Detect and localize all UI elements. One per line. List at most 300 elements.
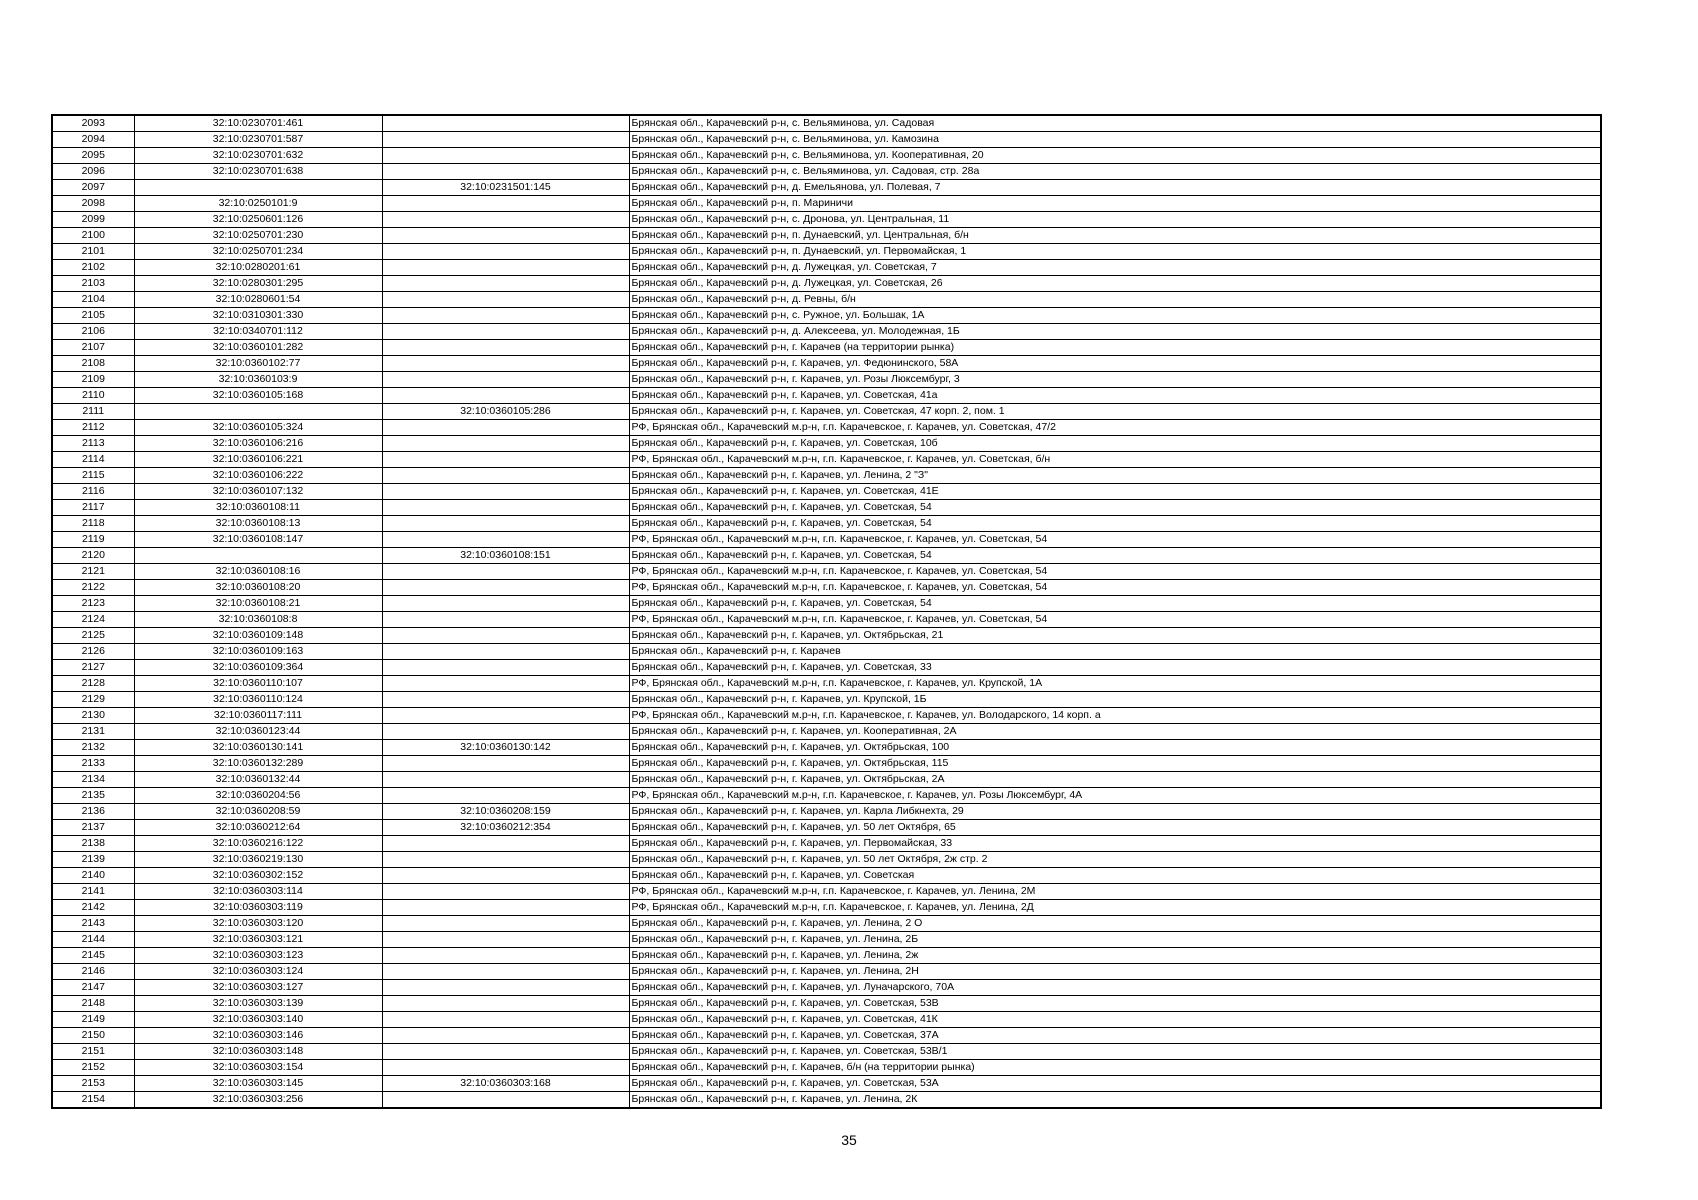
table-row xyxy=(52,180,1601,196)
cadastral-number-cell: 32:10:0230701:461 xyxy=(134,115,382,132)
table-row xyxy=(52,708,1601,724)
row-number-cell: 2109 xyxy=(52,372,134,388)
cadastral-number-cell: 32:10:0360102:77 xyxy=(134,356,382,372)
cadastral-number-cell: 32:10:0360303:114 xyxy=(134,884,382,900)
cadastral-number-cell: 32:10:0360303:119 xyxy=(134,900,382,916)
table-row xyxy=(52,115,1601,132)
table-row xyxy=(52,260,1601,276)
row-number-cell: 2100 xyxy=(52,228,134,244)
row-number-cell: 2137 xyxy=(52,820,134,836)
row-number-cell: 2104 xyxy=(52,292,134,308)
related-cadastral-number-cell xyxy=(382,436,629,452)
row-number-cell: 2106 xyxy=(52,324,134,340)
related-cadastral-number-cell xyxy=(382,948,629,964)
cadastral-number-cell: 32:10:0230701:587 xyxy=(134,132,382,148)
address-cell: РФ, Брянская обл., Карачевский м.р-н, г.п. Карачевское, г. Карачев, ул. Ленина, 2Д xyxy=(629,900,1601,916)
table-row xyxy=(52,356,1601,372)
address-cell: Брянская обл., Карачевский р-н, г. Карачев (на территории рынка) xyxy=(629,340,1601,356)
table-row xyxy=(52,676,1601,692)
related-cadastral-number-cell xyxy=(382,276,629,292)
related-cadastral-number-cell xyxy=(382,564,629,580)
table-row xyxy=(52,452,1601,468)
row-number-cell: 2140 xyxy=(52,868,134,884)
related-cadastral-number-cell xyxy=(382,292,629,308)
cadastral-number-cell: 32:10:0250701:230 xyxy=(134,228,382,244)
table-row xyxy=(52,628,1601,644)
table-row xyxy=(52,372,1601,388)
address-cell: РФ, Брянская обл., Карачевский м.р-н, г.п. Карачевское, г. Карачев, ул. Ленина, 2М xyxy=(629,884,1601,900)
table-row xyxy=(52,868,1601,884)
cadastral-number-cell: 32:10:0360109:163 xyxy=(134,644,382,660)
table-row xyxy=(52,340,1601,356)
address-cell: Брянская обл., Карачевский р-н, г. Карачев, ул. Советская, 54 xyxy=(629,548,1601,564)
row-number-cell: 2143 xyxy=(52,916,134,932)
table-row xyxy=(52,932,1601,948)
related-cadastral-number-cell xyxy=(382,468,629,484)
related-cadastral-number-cell xyxy=(382,980,629,996)
related-cadastral-number-cell xyxy=(382,196,629,212)
table-row xyxy=(52,308,1601,324)
cadastral-number-cell: 32:10:0360117:111 xyxy=(134,708,382,724)
related-cadastral-number-cell: 32:10:0360208:159 xyxy=(382,804,629,820)
row-number-cell: 2111 xyxy=(52,404,134,420)
related-cadastral-number-cell xyxy=(382,756,629,772)
related-cadastral-number-cell xyxy=(382,324,629,340)
table-row xyxy=(52,244,1601,260)
address-cell: Брянская обл., Карачевский р-н, с. Дронова, ул. Центральная, 11 xyxy=(629,212,1601,228)
address-cell: Брянская обл., Карачевский р-н, г. Карачев, ул. Советская, 33 xyxy=(629,660,1601,676)
row-number-cell: 2129 xyxy=(52,692,134,708)
address-cell: Брянская обл., Карачевский р-н, г. Карачев, ул. Советская, 41Е xyxy=(629,484,1601,500)
row-number-cell: 2096 xyxy=(52,164,134,180)
related-cadastral-number-cell xyxy=(382,164,629,180)
table-row xyxy=(52,580,1601,596)
address-cell: Брянская обл., Карачевский р-н, г. Карачев xyxy=(629,644,1601,660)
address-cell: Брянская обл., Карачевский р-н, с. Вельяминова, ул. Кооперативная, 20 xyxy=(629,148,1601,164)
row-number-cell: 2142 xyxy=(52,900,134,916)
related-cadastral-number-cell xyxy=(382,644,629,660)
related-cadastral-number-cell xyxy=(382,452,629,468)
table-row xyxy=(52,500,1601,516)
cadastral-number-cell: 32:10:0360123:44 xyxy=(134,724,382,740)
row-number-cell: 2151 xyxy=(52,1044,134,1060)
related-cadastral-number-cell xyxy=(382,916,629,932)
row-number-cell: 2127 xyxy=(52,660,134,676)
row-number-cell: 2133 xyxy=(52,756,134,772)
address-cell: Брянская обл., Карачевский р-н, с. Ружное, ул. Большак, 1А xyxy=(629,308,1601,324)
row-number-cell: 2121 xyxy=(52,564,134,580)
table-row xyxy=(52,596,1601,612)
row-number-cell: 2124 xyxy=(52,612,134,628)
table-row xyxy=(52,388,1601,404)
related-cadastral-number-cell xyxy=(382,340,629,356)
address-cell: Брянская обл., Карачевский р-н, г. Карачев, ул. Советская, 41а xyxy=(629,388,1601,404)
row-number-cell: 2103 xyxy=(52,276,134,292)
address-cell: Брянская обл., Карачевский р-н, г. Карачев, ул. Советская, 53А xyxy=(629,1076,1601,1092)
address-cell: Брянская обл., Карачевский р-н, г. Карачев, ул. Советская, 47 корп. 2, пом. 1 xyxy=(629,404,1601,420)
row-number-cell: 2113 xyxy=(52,436,134,452)
related-cadastral-number-cell xyxy=(382,708,629,724)
address-cell: Брянская обл., Карачевский р-н, с. Вельяминова, ул. Камозина xyxy=(629,132,1601,148)
row-number-cell: 2148 xyxy=(52,996,134,1012)
table-row xyxy=(52,788,1601,804)
table-row xyxy=(52,1092,1601,1109)
related-cadastral-number-cell: 32:10:0360130:142 xyxy=(382,740,629,756)
related-cadastral-number-cell: 32:10:0360212:354 xyxy=(382,820,629,836)
related-cadastral-number-cell: 32:10:0231501:145 xyxy=(382,180,629,196)
related-cadastral-number-cell xyxy=(382,356,629,372)
table-row xyxy=(52,948,1601,964)
address-cell: Брянская обл., Карачевский р-н, г. Карачев, ул. 50 лет Октября, 2ж стр. 2 xyxy=(629,852,1601,868)
address-cell: Брянская обл., Карачевский р-н, г. Карачев, ул. Первомайская, 33 xyxy=(629,836,1601,852)
address-cell: Брянская обл., Карачевский р-н, г. Карачев, ул. Крупской, 1Б xyxy=(629,692,1601,708)
table-row xyxy=(52,980,1601,996)
related-cadastral-number-cell xyxy=(382,964,629,980)
address-cell: Брянская обл., Карачевский р-н, г. Карачев, ул. Кооперативная, 2А xyxy=(629,724,1601,740)
row-number-cell: 2117 xyxy=(52,500,134,516)
cadastral-number-cell: 32:10:0360303:121 xyxy=(134,932,382,948)
related-cadastral-number-cell xyxy=(382,772,629,788)
table-row xyxy=(52,548,1601,564)
address-cell: Брянская обл., Карачевский р-н, г. Карачев, ул. Розы Люксембург, 3 xyxy=(629,372,1601,388)
related-cadastral-number-cell xyxy=(382,1060,629,1076)
table-row xyxy=(52,324,1601,340)
row-number-cell: 2146 xyxy=(52,964,134,980)
row-number-cell: 2134 xyxy=(52,772,134,788)
cadastral-number-cell: 32:10:0360212:64 xyxy=(134,820,382,836)
cadastral-number-cell: 32:10:0360108:16 xyxy=(134,564,382,580)
table-row xyxy=(52,1076,1601,1092)
registry-table xyxy=(51,114,1602,1109)
table-row xyxy=(52,276,1601,292)
related-cadastral-number-cell xyxy=(382,308,629,324)
row-number-cell: 2119 xyxy=(52,532,134,548)
cadastral-number-cell: 32:10:0360110:124 xyxy=(134,692,382,708)
related-cadastral-number-cell xyxy=(382,868,629,884)
related-cadastral-number-cell xyxy=(382,612,629,628)
cadastral-number-cell: 32:10:0360108:147 xyxy=(134,532,382,548)
cadastral-number-cell: 32:10:0360302:152 xyxy=(134,868,382,884)
cadastral-number-cell: 32:10:0280301:295 xyxy=(134,276,382,292)
address-cell: Брянская обл., Карачевский р-н, г. Карачев, ул. Ленина, 2К xyxy=(629,1092,1601,1109)
related-cadastral-number-cell: 32:10:0360303:168 xyxy=(382,1076,629,1092)
cadastral-number-cell: 32:10:0340701:112 xyxy=(134,324,382,340)
address-cell: РФ, Брянская обл., Карачевский м.р-н, г.п. Карачевское, г. Карачев, ул. Советская, 54 xyxy=(629,612,1601,628)
row-number-cell: 2147 xyxy=(52,980,134,996)
related-cadastral-number-cell xyxy=(382,532,629,548)
related-cadastral-number-cell xyxy=(382,372,629,388)
address-cell: Брянская обл., Карачевский р-н, г. Карачев, ул. Ленина, 2Н xyxy=(629,964,1601,980)
cadastral-number-cell: 32:10:0360108:11 xyxy=(134,500,382,516)
address-cell: Брянская обл., Карачевский р-н, г. Карачев, ул. Октябрьская, 2А xyxy=(629,772,1601,788)
table-row xyxy=(52,756,1601,772)
related-cadastral-number-cell xyxy=(382,388,629,404)
cadastral-number-cell: 32:10:0360107:132 xyxy=(134,484,382,500)
cadastral-number-cell: 32:10:0360216:122 xyxy=(134,836,382,852)
related-cadastral-number-cell xyxy=(382,212,629,228)
related-cadastral-number-cell xyxy=(382,500,629,516)
cadastral-number-cell: 32:10:0250601:126 xyxy=(134,212,382,228)
table-row xyxy=(52,420,1601,436)
related-cadastral-number-cell xyxy=(382,244,629,260)
cadastral-number-cell: 32:10:0230701:638 xyxy=(134,164,382,180)
address-cell: Брянская обл., Карачевский р-н, г. Карачев, ул. Советская, 54 xyxy=(629,596,1601,612)
row-number-cell: 2131 xyxy=(52,724,134,740)
address-cell: Брянская обл., Карачевский р-н, с. Вельяминова, ул. Садовая xyxy=(629,115,1601,132)
related-cadastral-number-cell xyxy=(382,932,629,948)
address-cell: Брянская обл., Карачевский р-н, с. Вельяминова, ул. Садовая, стр. 28а xyxy=(629,164,1601,180)
table-row xyxy=(52,212,1601,228)
related-cadastral-number-cell xyxy=(382,516,629,532)
row-number-cell: 2105 xyxy=(52,308,134,324)
related-cadastral-number-cell xyxy=(382,676,629,692)
address-cell: Брянская обл., Карачевский р-н, г. Карачев, ул. 50 лет Октября, 65 xyxy=(629,820,1601,836)
cadastral-number-cell: 32:10:0250701:234 xyxy=(134,244,382,260)
address-cell: Брянская обл., Карачевский р-н, п. Дунаевский, ул. Первомайская, 1 xyxy=(629,244,1601,260)
table-row xyxy=(52,484,1601,500)
row-number-cell: 2093 xyxy=(52,115,134,132)
address-cell: РФ, Брянская обл., Карачевский м.р-н, г.п. Карачевское, г. Карачев, ул. Советская, 54 xyxy=(629,532,1601,548)
cadastral-number-cell: 32:10:0360219:130 xyxy=(134,852,382,868)
cadastral-number-cell: 32:10:0360303:120 xyxy=(134,916,382,932)
address-cell: Брянская обл., Карачевский р-н, г. Карачев, ул. Октябрьская, 100 xyxy=(629,740,1601,756)
row-number-cell: 2099 xyxy=(52,212,134,228)
row-number-cell: 2095 xyxy=(52,148,134,164)
row-number-cell: 2123 xyxy=(52,596,134,612)
cadastral-number-cell: 32:10:0360108:20 xyxy=(134,580,382,596)
cadastral-number-cell: 32:10:0360101:282 xyxy=(134,340,382,356)
cadastral-number-cell: 32:10:0360132:289 xyxy=(134,756,382,772)
cadastral-number-cell: 32:10:0360106:222 xyxy=(134,468,382,484)
related-cadastral-number-cell xyxy=(382,1012,629,1028)
cadastral-number-cell: 32:10:0360108:21 xyxy=(134,596,382,612)
table-row xyxy=(52,852,1601,868)
row-number-cell: 2116 xyxy=(52,484,134,500)
cadastral-number-cell: 32:10:0360108:8 xyxy=(134,612,382,628)
related-cadastral-number-cell xyxy=(382,836,629,852)
cadastral-number-cell: 32:10:0360105:324 xyxy=(134,420,382,436)
table-row xyxy=(52,164,1601,180)
related-cadastral-number-cell xyxy=(382,1028,629,1044)
address-cell: Брянская обл., Карачевский р-н, г. Карачев, ул. Ленина, 2 О xyxy=(629,916,1601,932)
row-number-cell: 2102 xyxy=(52,260,134,276)
related-cadastral-number-cell xyxy=(382,724,629,740)
table-row xyxy=(52,404,1601,420)
row-number-cell: 2128 xyxy=(52,676,134,692)
row-number-cell: 2138 xyxy=(52,836,134,852)
table-row xyxy=(52,836,1601,852)
address-cell: Брянская обл., Карачевский р-н, д. Алексеева, ул. Молодежная, 1Б xyxy=(629,324,1601,340)
address-cell: Брянская обл., Карачевский р-н, г. Карачев, ул. Советская, 54 xyxy=(629,500,1601,516)
address-cell: Брянская обл., Карачевский р-н, г. Карачев, ул. Советская, 37А xyxy=(629,1028,1601,1044)
address-cell: Брянская обл., Карачевский р-н, п. Дунаевский, ул. Центральная, б/н xyxy=(629,228,1601,244)
table-row xyxy=(52,660,1601,676)
address-cell: Брянская обл., Карачевский р-н, г. Карачев, ул. Октябрьская, 115 xyxy=(629,756,1601,772)
address-cell: Брянская обл., Карачевский р-н, г. Карачев, ул. Ленина, 2Б xyxy=(629,932,1601,948)
address-cell: Брянская обл., Карачевский р-н, г. Карачев, ул. Советская, 53В xyxy=(629,996,1601,1012)
cadastral-number-cell: 32:10:0360303:154 xyxy=(134,1060,382,1076)
address-cell: Брянская обл., Карачевский р-н, г. Карачев, ул. Советская xyxy=(629,868,1601,884)
table-row xyxy=(52,468,1601,484)
related-cadastral-number-cell xyxy=(382,692,629,708)
row-number-cell: 2132 xyxy=(52,740,134,756)
address-cell: Брянская обл., Карачевский р-н, г. Карачев, ул. Луначарского, 70А xyxy=(629,980,1601,996)
row-number-cell: 2101 xyxy=(52,244,134,260)
related-cadastral-number-cell xyxy=(382,900,629,916)
cadastral-number-cell: 32:10:0360108:13 xyxy=(134,516,382,532)
address-cell: Брянская обл., Карачевский р-н, г. Карачев, ул. Советская, 53В/1 xyxy=(629,1044,1601,1060)
related-cadastral-number-cell xyxy=(382,484,629,500)
table-row xyxy=(52,964,1601,980)
address-cell: РФ, Брянская обл., Карачевский м.р-н, г.п. Карачевское, г. Карачев, ул. Советская, 54 xyxy=(629,564,1601,580)
cadastral-number-cell: 32:10:0360303:256 xyxy=(134,1092,382,1109)
table-row xyxy=(52,724,1601,740)
table-row xyxy=(52,612,1601,628)
address-cell: Брянская обл., Карачевский р-н, г. Карачев, ул. Ленина, 2 "З" xyxy=(629,468,1601,484)
related-cadastral-number-cell xyxy=(382,628,629,644)
table-row xyxy=(52,132,1601,148)
cadastral-number-cell: 32:10:0360204:56 xyxy=(134,788,382,804)
related-cadastral-number-cell xyxy=(382,996,629,1012)
row-number-cell: 2149 xyxy=(52,1012,134,1028)
row-number-cell: 2153 xyxy=(52,1076,134,1092)
table-row xyxy=(52,900,1601,916)
table-row xyxy=(52,532,1601,548)
cadastral-number-cell: 32:10:0360303:140 xyxy=(134,1012,382,1028)
table-row xyxy=(52,692,1601,708)
address-cell: Брянская обл., Карачевский р-н, г. Карачев, ул. Октябрьская, 21 xyxy=(629,628,1601,644)
related-cadastral-number-cell xyxy=(382,788,629,804)
row-number-cell: 2098 xyxy=(52,196,134,212)
address-cell: Брянская обл., Карачевский р-н, д. Емельянова, ул. Полевая, 7 xyxy=(629,180,1601,196)
cadastral-number-cell xyxy=(134,548,382,564)
table-row xyxy=(52,148,1601,164)
address-cell: РФ, Брянская обл., Карачевский м.р-н, г.п. Карачевское, г. Карачев, ул. Володарского, 14 корп. а xyxy=(629,708,1601,724)
row-number-cell: 2108 xyxy=(52,356,134,372)
cadastral-number-cell: 32:10:0360303:146 xyxy=(134,1028,382,1044)
row-number-cell: 2118 xyxy=(52,516,134,532)
row-number-cell: 2154 xyxy=(52,1092,134,1109)
row-number-cell: 2130 xyxy=(52,708,134,724)
cadastral-number-cell: 32:10:0280201:61 xyxy=(134,260,382,276)
table-row xyxy=(52,884,1601,900)
cadastral-number-cell: 32:10:0360132:44 xyxy=(134,772,382,788)
row-number-cell: 2107 xyxy=(52,340,134,356)
row-number-cell: 2136 xyxy=(52,804,134,820)
address-cell: Брянская обл., Карачевский р-н, п. Мариничи xyxy=(629,196,1601,212)
page-number: 35 xyxy=(841,1132,857,1148)
table-row xyxy=(52,1012,1601,1028)
cadastral-number-cell: 32:10:0360303:148 xyxy=(134,1044,382,1060)
address-cell: РФ, Брянская обл., Карачевский м.р-н, г.п. Карачевское, г. Карачев, ул. Розы Люксембург, 4А xyxy=(629,788,1601,804)
cadastral-number-cell: 32:10:0230701:632 xyxy=(134,148,382,164)
row-number-cell: 2141 xyxy=(52,884,134,900)
table-row xyxy=(52,1060,1601,1076)
row-number-cell: 2126 xyxy=(52,644,134,660)
cadastral-number-cell: 32:10:0360105:168 xyxy=(134,388,382,404)
table-row xyxy=(52,292,1601,308)
row-number-cell: 2120 xyxy=(52,548,134,564)
row-number-cell: 2139 xyxy=(52,852,134,868)
cadastral-number-cell xyxy=(134,180,382,196)
address-cell: РФ, Брянская обл., Карачевский м.р-н, г.п. Карачевское, г. Карачев, ул. Советская, 54 xyxy=(629,580,1601,596)
row-number-cell: 2115 xyxy=(52,468,134,484)
row-number-cell: 2110 xyxy=(52,388,134,404)
address-cell: Брянская обл., Карачевский р-н, д. Ревны, б/н xyxy=(629,292,1601,308)
related-cadastral-number-cell: 32:10:0360108:151 xyxy=(382,548,629,564)
related-cadastral-number-cell xyxy=(382,1044,629,1060)
row-number-cell: 2150 xyxy=(52,1028,134,1044)
related-cadastral-number-cell: 32:10:0360105:286 xyxy=(382,404,629,420)
cadastral-number-cell: 32:10:0360106:221 xyxy=(134,452,382,468)
related-cadastral-number-cell xyxy=(382,580,629,596)
related-cadastral-number-cell xyxy=(382,228,629,244)
address-cell: Брянская обл., Карачевский р-н, г. Карачев, ул. Ленина, 2ж xyxy=(629,948,1601,964)
address-cell: РФ, Брянская обл., Карачевский м.р-н, г.п. Карачевское, г. Карачев, ул. Советская, б/н xyxy=(629,452,1601,468)
row-number-cell: 2145 xyxy=(52,948,134,964)
cadastral-number-cell: 32:10:0360303:145 xyxy=(134,1076,382,1092)
row-number-cell: 2152 xyxy=(52,1060,134,1076)
table-row xyxy=(52,564,1601,580)
cadastral-number-cell: 32:10:0310301:330 xyxy=(134,308,382,324)
table-row xyxy=(52,772,1601,788)
address-cell: Брянская обл., Карачевский р-н, г. Карачев, ул. Советская, 54 xyxy=(629,516,1601,532)
related-cadastral-number-cell xyxy=(382,660,629,676)
address-cell: Брянская обл., Карачевский р-н, г. Карачев, ул. Карла Либкнехта, 29 xyxy=(629,804,1601,820)
related-cadastral-number-cell xyxy=(382,148,629,164)
table-row xyxy=(52,804,1601,820)
related-cadastral-number-cell xyxy=(382,596,629,612)
cadastral-number-cell xyxy=(134,404,382,420)
row-number-cell: 2112 xyxy=(52,420,134,436)
address-cell: Брянская обл., Карачевский р-н, г. Карачев, ул. Советская, 41К xyxy=(629,1012,1601,1028)
table-row xyxy=(52,196,1601,212)
related-cadastral-number-cell xyxy=(382,115,629,132)
cadastral-number-cell: 32:10:0360303:139 xyxy=(134,996,382,1012)
cadastral-number-cell: 32:10:0280601:54 xyxy=(134,292,382,308)
table-row xyxy=(52,1044,1601,1060)
row-number-cell: 2125 xyxy=(52,628,134,644)
table-row xyxy=(52,1028,1601,1044)
cadastral-number-cell: 32:10:0360103:9 xyxy=(134,372,382,388)
address-cell: РФ, Брянская обл., Карачевский м.р-н, г.п. Карачевское, г. Карачев, ул. Советская, 47/2 xyxy=(629,420,1601,436)
cadastral-number-cell: 32:10:0360106:216 xyxy=(134,436,382,452)
related-cadastral-number-cell xyxy=(382,852,629,868)
cadastral-number-cell: 32:10:0360130:141 xyxy=(134,740,382,756)
address-cell: Брянская обл., Карачевский р-н, г. Карачев, ул. Советская, 10б xyxy=(629,436,1601,452)
cadastral-number-cell: 32:10:0360303:123 xyxy=(134,948,382,964)
cadastral-number-cell: 32:10:0360208:59 xyxy=(134,804,382,820)
row-number-cell: 2094 xyxy=(52,132,134,148)
address-cell: Брянская обл., Карачевский р-н, д. Лужецкая, ул. Советская, 7 xyxy=(629,260,1601,276)
related-cadastral-number-cell xyxy=(382,132,629,148)
cadastral-number-cell: 32:10:0360110:107 xyxy=(134,676,382,692)
row-number-cell: 2144 xyxy=(52,932,134,948)
related-cadastral-number-cell xyxy=(382,420,629,436)
table-row xyxy=(52,644,1601,660)
row-number-cell: 2135 xyxy=(52,788,134,804)
table-row xyxy=(52,740,1601,756)
row-number-cell: 2114 xyxy=(52,452,134,468)
cadastral-number-cell: 32:10:0360303:124 xyxy=(134,964,382,980)
cadastral-number-cell: 32:10:0250101:9 xyxy=(134,196,382,212)
table-row xyxy=(52,516,1601,532)
table-body xyxy=(52,115,1601,1108)
related-cadastral-number-cell xyxy=(382,1092,629,1109)
address-cell: Брянская обл., Карачевский р-н, г. Карачев, б/н (на территории рынка) xyxy=(629,1060,1601,1076)
address-cell: РФ, Брянская обл., Карачевский м.р-н, г.п. Карачевское, г. Карачев, ул. Крупской, 1А xyxy=(629,676,1601,692)
cadastral-number-cell: 32:10:0360109:364 xyxy=(134,660,382,676)
